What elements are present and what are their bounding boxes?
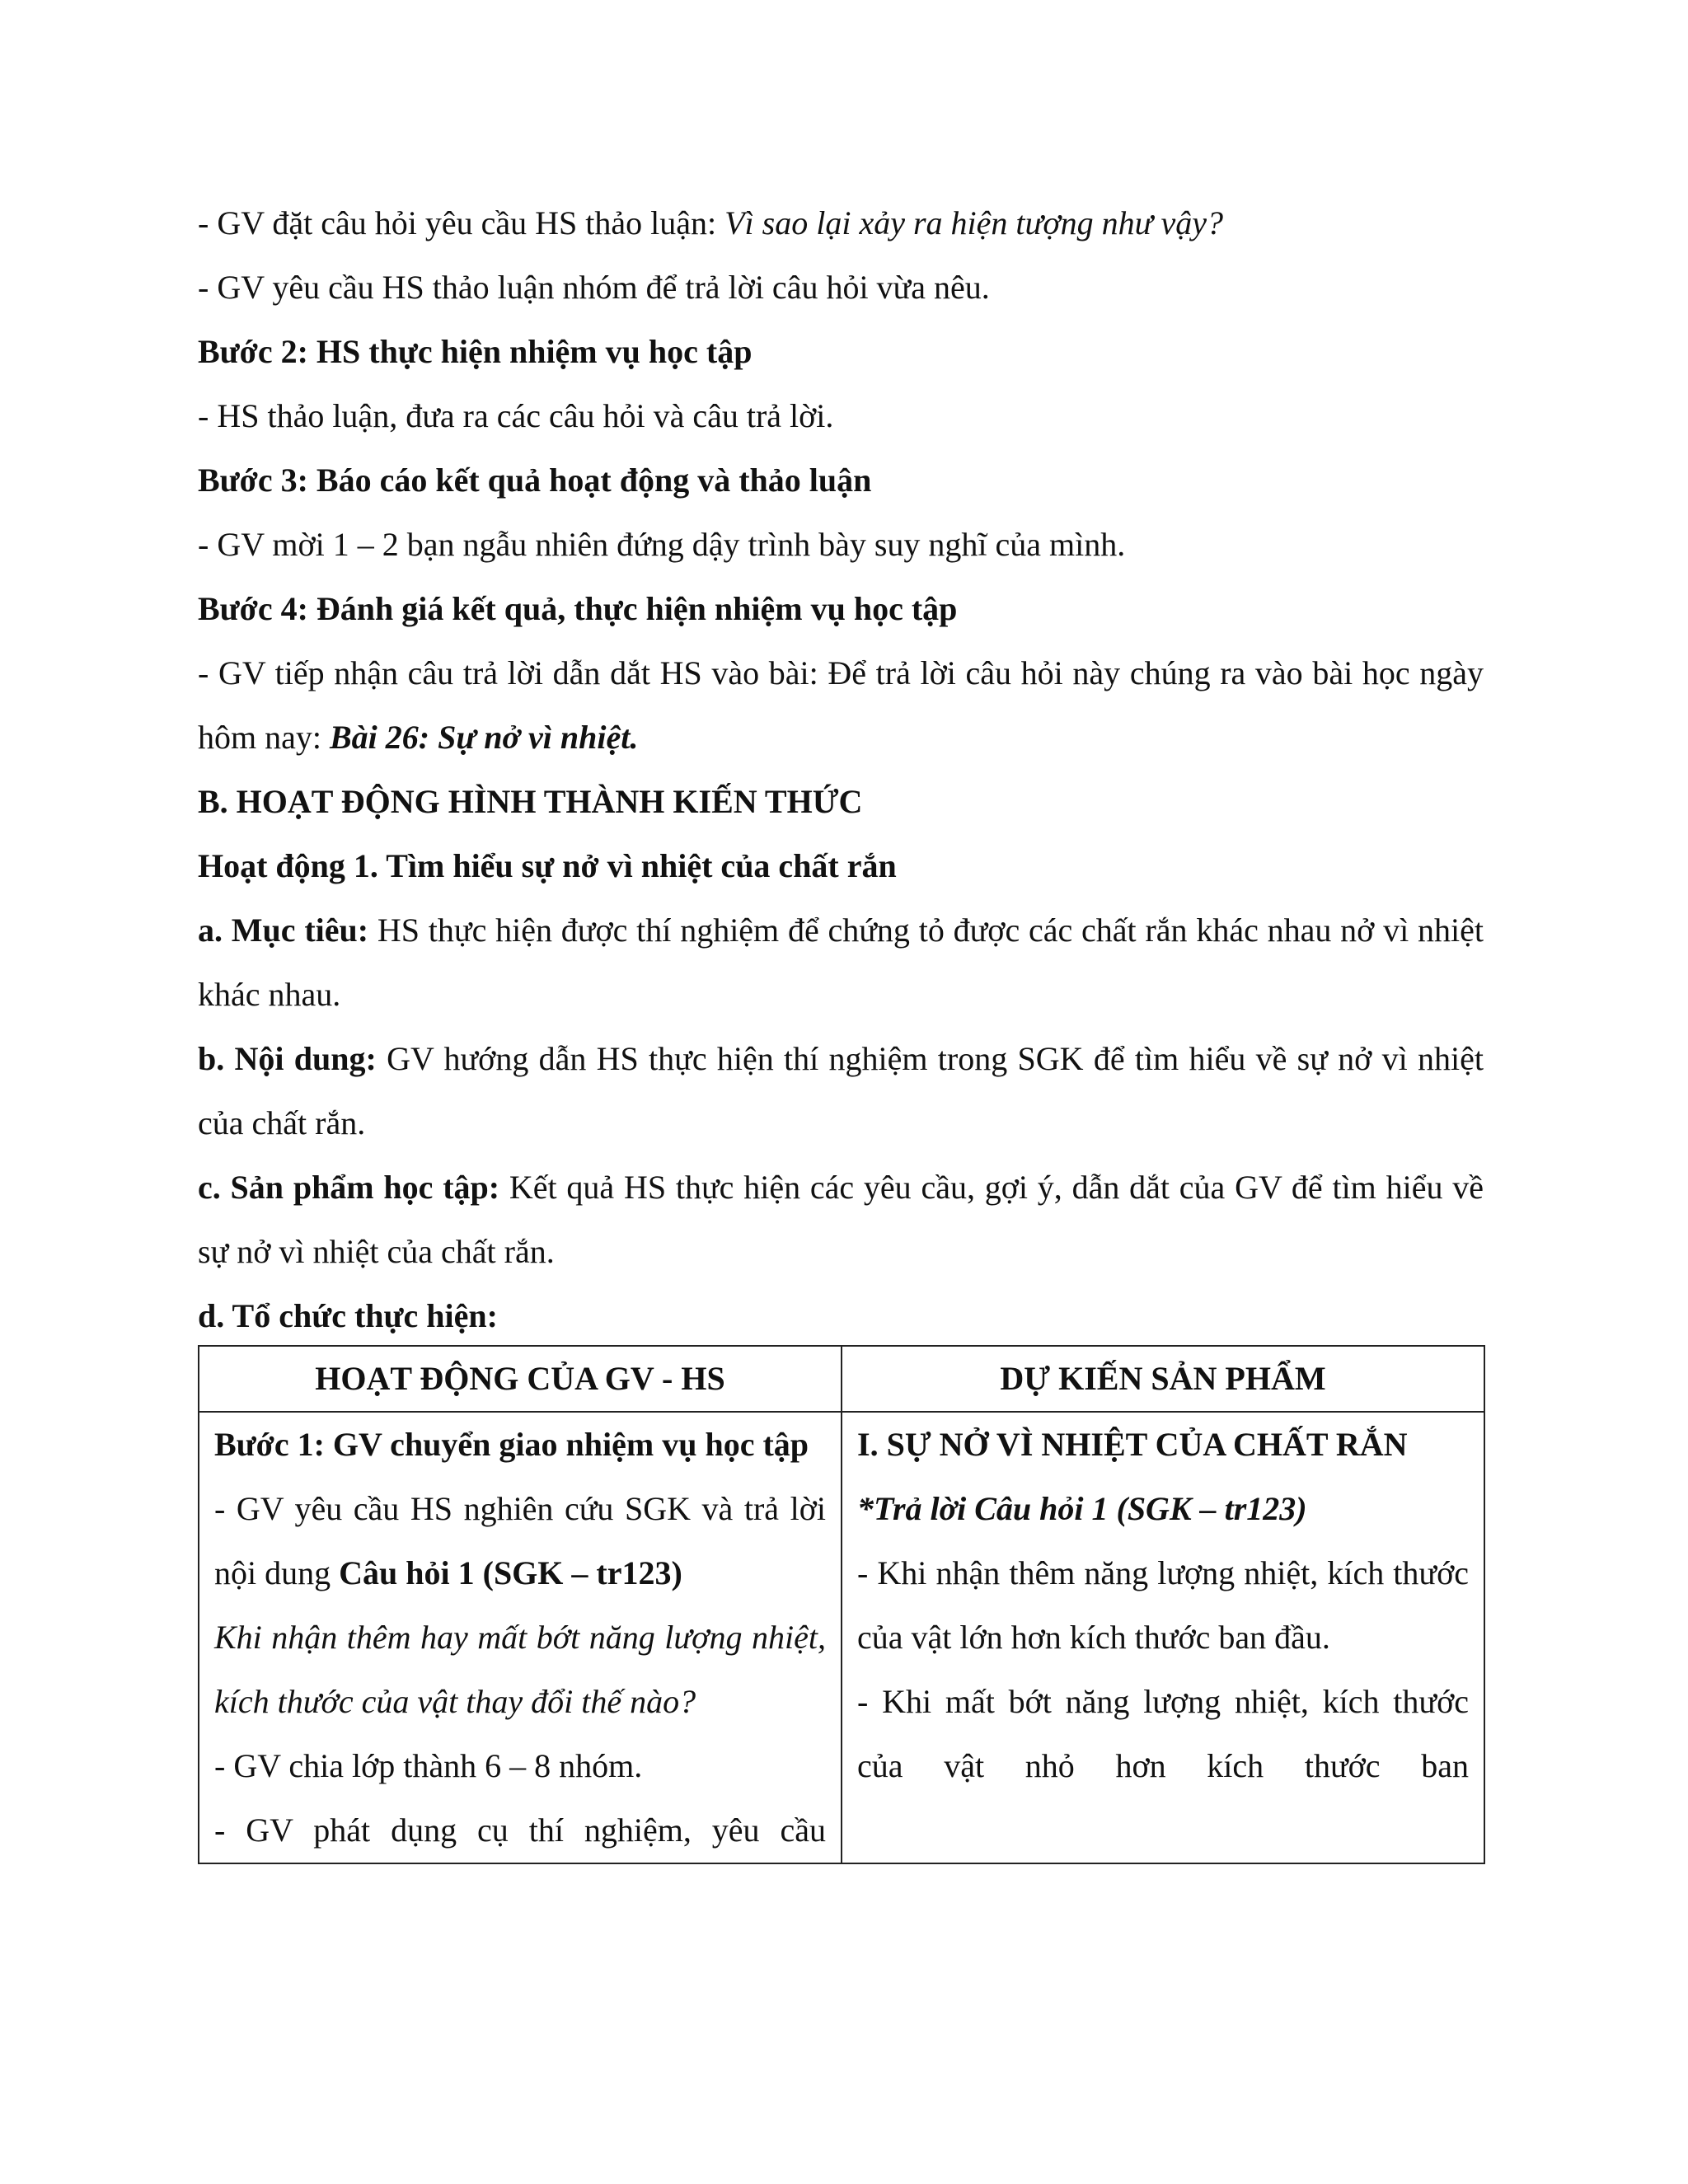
intro-line-1 [198,191,1484,255]
product-label: c. Sản phẩm học tập: [198,1169,500,1206]
activity-heading: Hoạt động 1. Tìm hiểu sự nở vì nhiệt của chất rắn [198,847,897,884]
document-body [198,191,1484,1348]
section-heading: B. HOẠT ĐỘNG HÌNH THÀNH KIẾN THỨC [198,783,863,820]
answer-lose-heat: - Khi mất bớt năng lượng nhiệt, kích thước của vật nhỏ hơn kích thước ban [857,1683,1469,1784]
intro-line-3: - HS thảo luận, đưa ra các câu hỏi và câu trả lời. [198,397,834,434]
intro-line-5-text: - GV tiếp nhận câu trả lời dẫn dắt HS vào bài: Để trả lời câu hỏi này chúng ra vào bài học ngày hôm nay: [198,654,1484,756]
content-text: GV hướng dẫn HS thực hiện thí nghiệm trong SGK để tìm hiểu về sự nở vì nhiệt của chất rắn. [198,1040,1484,1141]
objective-paragraph [198,898,1484,1027]
task-text: - GV yêu cầu HS nghiên cứu SGK và trả lời nội dung [214,1490,826,1591]
step-4-heading: Bước 4: Đánh giá kết quả, thực hiện nhiệm vụ học tập [198,590,958,627]
product-text: Kết quả HS thực hiện các yêu cầu, gợi ý, dẫn dắt của GV để tìm hiểu về sự nở vì nhiệt của chất rắn. [198,1169,1484,1270]
intro-question: Vì sao lại xảy ra hiện tượng như vậy? [724,204,1223,241]
intro-line-5 [198,641,1484,770]
group-instruction: - GV chia lớp thành 6 – 8 nhóm. [214,1747,643,1784]
objective-label: a. Mục tiêu: [198,912,369,949]
intro-line-1-text: - GV đặt câu hỏi yêu cầu HS thảo luận: [198,204,725,241]
teacher-student-cell [199,1412,842,1863]
table-header-row [199,1346,1484,1412]
question-text: Khi nhận thêm hay mất bớt năng lượng nhiệt, kích thước của vật thay đổi thế nào? [214,1619,826,1720]
header-expected-product: DỰ KIẾN SẢN PHẨM [842,1346,1484,1412]
step-3-heading: Bước 3: Báo cáo kết quả hoạt động và thảo luận [198,462,872,499]
task-paragraph [214,1477,826,1605]
organization-label: d. Tổ chức thực hiện: [198,1297,498,1334]
product-paragraph [198,1155,1484,1284]
expected-product-cell [842,1412,1484,1863]
question-reference: Câu hỏi 1 (SGK – tr123) [339,1554,682,1591]
intro-line-2: - GV yêu cầu HS thảo luận nhóm để trả lời câu hỏi vừa nêu. [198,269,990,306]
objective-text: HS thực hiện được thí nghiệm để chứng tỏ được các chất rắn khác nhau nở vì nhiệt khác nhau. [198,912,1484,1013]
content-paragraph [198,1027,1484,1155]
activity-table [198,1345,1485,1864]
table-row [199,1412,1484,1863]
section-i-title: I. SỰ NỞ VÌ NHIỆT CỦA CHẤT RẮN [857,1426,1408,1463]
content-label: b. Nội dung: [198,1040,377,1077]
lesson-title: Bài 26: Sự nở vì nhiệt. [329,719,639,756]
answer-title: *Trả lời Câu hỏi 1 (SGK – tr123) [857,1490,1307,1527]
answer-gain-heat: - Khi nhận thêm năng lượng nhiệt, kích thước của vật lớn hơn kích thước ban đầu. [857,1554,1469,1656]
step-2-heading: Bước 2: HS thực hiện nhiệm vụ học tập [198,333,753,370]
equipment-instruction: - GV phát dụng cụ thí nghiệm, yêu cầu [214,1811,826,1849]
step-1-heading: Bước 1: GV chuyển giao nhiệm vụ học tập [214,1426,809,1463]
intro-line-4: - GV mời 1 – 2 bạn ngẫu nhiên đứng dậy trình bày suy nghĩ của mình. [198,526,1126,563]
header-teacher-student: HOẠT ĐỘNG CỦA GV - HS [199,1346,842,1412]
